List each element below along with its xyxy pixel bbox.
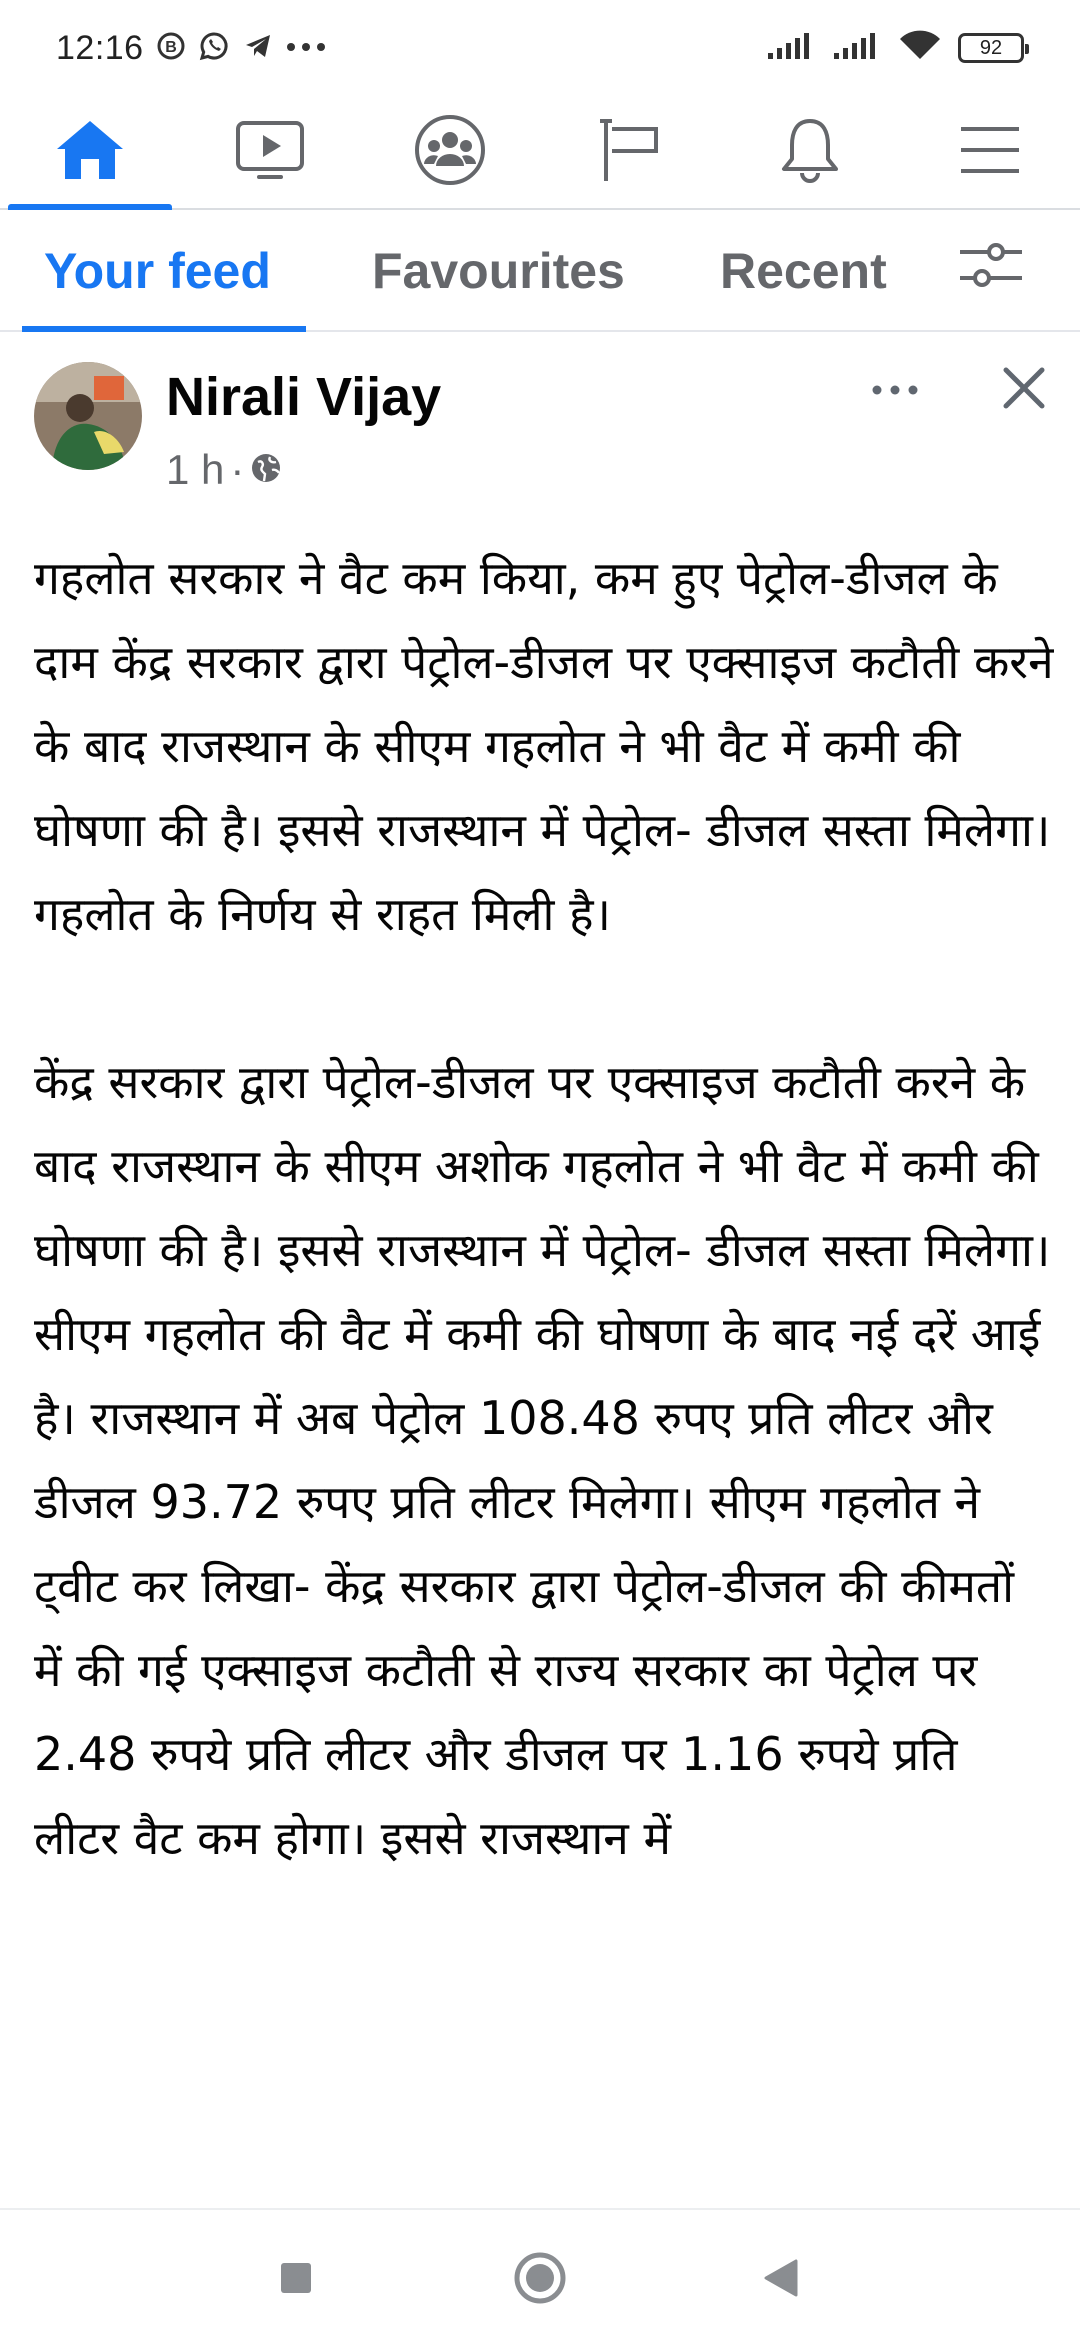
feed-tab-active-underline [22, 326, 306, 332]
top-nav [0, 96, 1080, 210]
svg-text:B: B [164, 38, 177, 56]
nav-watch[interactable] [210, 96, 330, 208]
back-button[interactable] [740, 2240, 820, 2320]
feed-tabs [0, 212, 1080, 332]
recents-square-icon [279, 2261, 313, 2299]
filter-sliders-icon [958, 240, 1024, 302]
pages-flag-icon [598, 117, 662, 187]
wifi-icon [898, 29, 942, 68]
recents-button[interactable] [256, 2240, 336, 2320]
close-icon [1002, 366, 1046, 414]
post-paragraph: गहलोत सरकार ने वैट कम किया, कम हुए पेट्रोल-डीजल के दाम केंद्र सरकार द्वारा पेट्रोल-डीजल पर एक्साइज कटौती करने के बाद राजस्थान के सीएम गहलोत ने भी वैट में कमी की घोषणा की है। इससे राजस्थान में पेट्रोल- डीजल सस्ता मिलेगा।गहलोत के निर्णय से राहत मिली है। [34, 551, 1054, 941]
tab-recent[interactable]: Recent [720, 243, 887, 299]
battery-level: 92 [979, 36, 1003, 59]
b-badge-icon [156, 31, 186, 66]
more-dots-icon [286, 39, 326, 57]
avatar[interactable] [34, 362, 142, 470]
groups-icon [414, 114, 486, 190]
globe-icon [250, 446, 282, 494]
status-left [56, 29, 326, 68]
home-circle-icon [513, 2251, 567, 2309]
post-body[interactable] [34, 536, 1054, 2196]
status-bar [0, 0, 1080, 96]
notifications-bell-icon [778, 115, 842, 189]
paragraph-gap [34, 956, 1054, 1040]
nav-notifications[interactable] [750, 96, 870, 208]
filter-button[interactable] [958, 212, 1024, 330]
watch-icon [235, 119, 305, 185]
nav-active-underline [8, 204, 172, 210]
telegram-icon [242, 30, 274, 67]
nav-pages[interactable] [570, 96, 690, 208]
nav-groups[interactable] [390, 96, 510, 208]
tab-favourites[interactable]: Favourites [372, 243, 625, 299]
post-header [0, 334, 1080, 514]
status-time: 12:16 [56, 28, 144, 67]
home-icon [55, 119, 125, 185]
post-more-button[interactable] [862, 364, 928, 414]
status-right [766, 29, 1024, 68]
nav-menu[interactable] [930, 96, 1050, 208]
more-horizontal-icon [872, 380, 918, 399]
post-meta [166, 446, 282, 494]
signal-icon [766, 31, 816, 66]
nav-home[interactable] [30, 96, 150, 208]
signal-icon [832, 31, 882, 66]
android-nav-bar [0, 2208, 1080, 2340]
whatsapp-icon [198, 30, 230, 67]
battery-icon [958, 33, 1024, 63]
post-time[interactable]: 1 h [166, 446, 225, 493]
post-hide-button[interactable] [996, 362, 1052, 418]
post-paragraph: केंद्र सरकार द्वारा पेट्रोल-डीजल पर एक्साइज कटौती करने के बाद राजस्थान के सीएम अशोक गहलोत ने भी वैट में कमी की घोषणा की है। इससे राजस्थान में पेट्रोल- डीजल सस्ता मिलेगा। सीएम गहलोत की वैट में कमी की घोषणा के बाद नई दरें आई है। राजस्थान में अब पेट्रोल 108.48 रुपए प्रति लीटर और डीजल 93.72 रुपए प्रति लीटर मिलेगा। सीएम गहलोत ने ट्वीट कर लिखा- केंद्र सरकार द्वारा पेट्रोल-डीजल की कीमतों में की गई एक्साइज कटौती से राज्य सरकार का पेट्रोल पर 2.48 रुपये प्रति लीटर और डीजल पर 1.16 रुपये प्रति लीटर वैट कम होगा। इससे राजस्थान में [34, 1055, 1051, 1865]
meta-separator: · [230, 446, 245, 493]
tab-your-feed[interactable]: Your feed [44, 243, 271, 299]
post-author[interactable]: Nirali Vijay [166, 367, 442, 427]
back-triangle-icon [762, 2259, 798, 2301]
home-button[interactable] [500, 2240, 580, 2320]
menu-icon [959, 125, 1021, 179]
